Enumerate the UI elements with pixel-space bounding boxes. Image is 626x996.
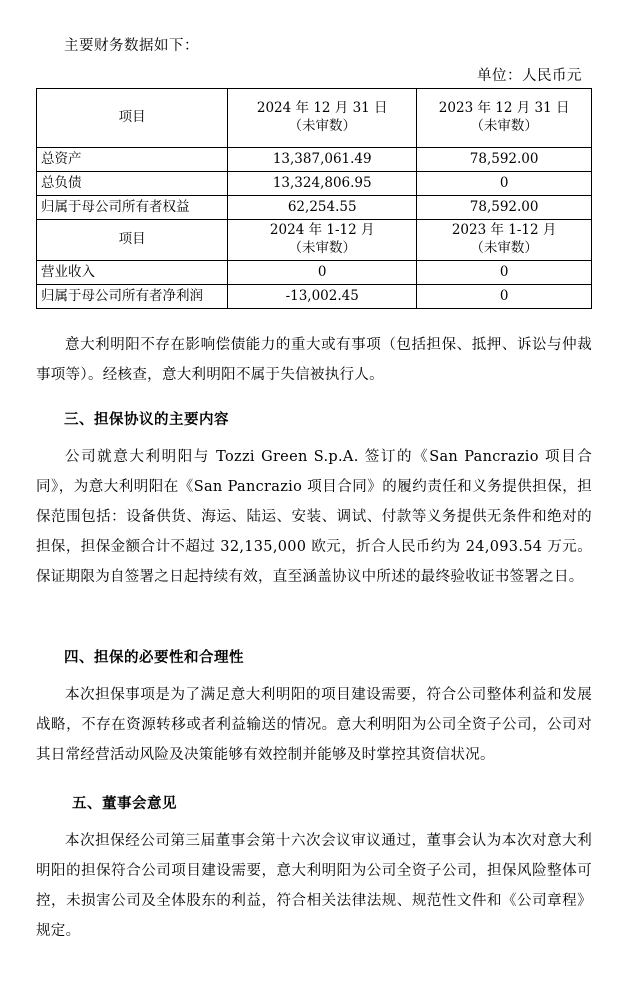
row-value-2023: 0 bbox=[417, 172, 592, 196]
header-item: 项目 bbox=[37, 89, 228, 148]
section5-body-text: 本次担保经公司第三届董事会第十六次会议审议通过，董事会认为本次对意大利明阳的担保符合公司项目建设需要，意大利明阳为公司全资子公司，担保风险整体可控，未损害公司及全体股东的利益，符合相关法律法规、规范性文件和《公司章程》规定。 bbox=[36, 833, 592, 939]
table-subheader-row bbox=[37, 220, 592, 261]
section3-body-text: 公司就意大利明阳与 Tozzi Green S.p.A. 签订的《San Pancrazio 项目合同》，为意大利明阳在《San Pancrazio 项目合同》的履约责任和义务提供担保，担保范围包括：设备供货、海运、陆运、安装、调试、付款等义务提供无条件和绝对的担保，担保金额合计不超过 32,135,000 欧元，折合人民币约为 24,093.54 万元。保证期限为自签署之日起持续有效，直至涵盖协议中所述的最终验收证书签署之日。 bbox=[36, 449, 592, 585]
section3-body bbox=[36, 442, 592, 592]
table-row bbox=[37, 285, 592, 309]
row-label: 营业收入 bbox=[37, 261, 228, 285]
row-value-2024: 62,254.55 bbox=[228, 196, 417, 220]
subheader-2024 bbox=[228, 220, 417, 261]
section5-heading: 五、董事会意见 bbox=[72, 795, 177, 812]
header-2023-date: 2023 年 12 月 31 日 bbox=[438, 100, 570, 117]
row-label: 总资产 bbox=[37, 148, 228, 172]
subheader-2024-period: 2024 年 1-12 月 bbox=[269, 222, 375, 239]
header-2024-note: （未审数） bbox=[288, 118, 356, 134]
subheader-2024-note: （未审数） bbox=[288, 240, 356, 256]
section4-body-text: 本次担保事项是为了满足意大利明阳的项目建设需要，符合公司整体利益和发展战略，不存在资源转移或者利益输送的情况。意大利明阳为公司全资子公司，公司对其日常经营活动风险及决策能够有效控制并能够及时掌控其资信状况。 bbox=[36, 687, 592, 763]
section3-heading: 三、担保协议的主要内容 bbox=[64, 411, 229, 428]
section4-heading: 四、担保的必要性和合理性 bbox=[64, 649, 244, 666]
row-value-2023: 78,592.00 bbox=[417, 148, 592, 172]
row-value-2024: 13,324,806.95 bbox=[228, 172, 417, 196]
row-value-2023: 0 bbox=[417, 261, 592, 285]
intro-text: 主要财务数据如下： bbox=[64, 38, 199, 54]
subheader-2023 bbox=[417, 220, 592, 261]
row-value-2024: -13,002.45 bbox=[228, 285, 417, 309]
header-2023 bbox=[417, 89, 592, 148]
section4-body bbox=[36, 680, 592, 770]
table-row bbox=[37, 148, 592, 172]
table-header-row bbox=[37, 89, 592, 148]
row-value-2024: 13,387,061.49 bbox=[228, 148, 417, 172]
unit-label: 单位：人民币元 bbox=[477, 68, 582, 84]
row-value-2024: 0 bbox=[228, 261, 417, 285]
header-2023-note: （未审数） bbox=[470, 118, 538, 134]
table-row bbox=[37, 172, 592, 196]
section5-body bbox=[36, 826, 592, 946]
subheader-2023-note: （未审数） bbox=[470, 240, 538, 256]
header-2024-date: 2024 年 12 月 31 日 bbox=[256, 100, 388, 117]
financial-data-table bbox=[36, 88, 592, 309]
subheader-2023-period: 2023 年 1-12 月 bbox=[451, 222, 557, 239]
row-value-2023: 0 bbox=[417, 285, 592, 309]
row-label: 归属于母公司所有者权益 bbox=[37, 196, 228, 220]
paragraph-contingency bbox=[36, 330, 592, 390]
row-label: 总负债 bbox=[37, 172, 228, 196]
row-value-2023: 78,592.00 bbox=[417, 196, 592, 220]
table-row bbox=[37, 196, 592, 220]
row-label: 归属于母公司所有者净利润 bbox=[37, 285, 228, 309]
subheader-item: 项目 bbox=[37, 220, 228, 261]
paragraph-contingency-text: 意大利明阳不存在影响偿债能力的重大或有事项（包括担保、抵押、诉讼与仲裁事项等）。经核查，意大利明阳不属于失信被执行人。 bbox=[36, 337, 592, 383]
header-2024 bbox=[228, 89, 417, 148]
table-row bbox=[37, 261, 592, 285]
